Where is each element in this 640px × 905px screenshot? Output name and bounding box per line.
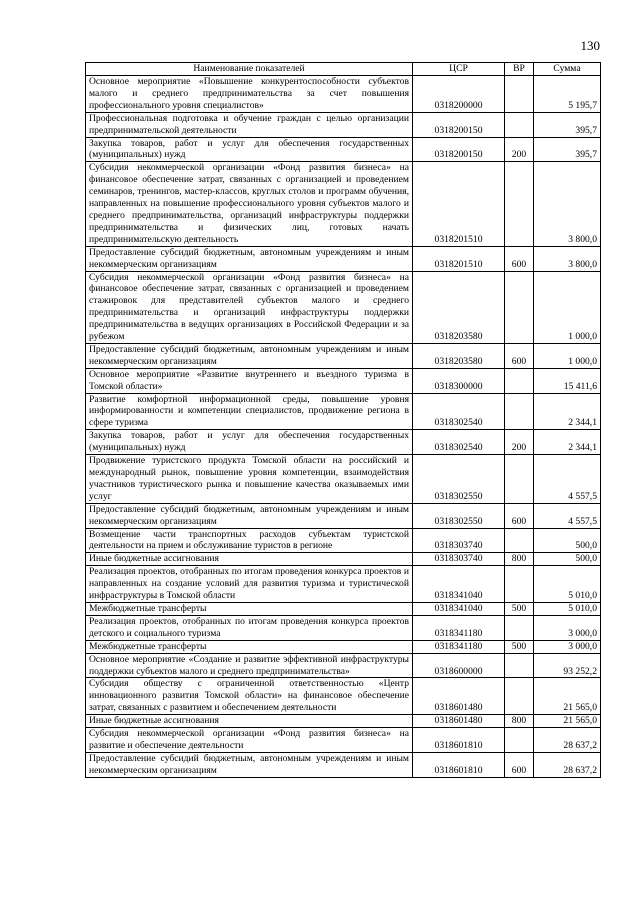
- page-number: 130: [580, 38, 600, 53]
- row-vr: [505, 615, 534, 640]
- row-name: Предоставление субсидий бюджетным, автономным учреждениям и иным некоммерческим организациям: [86, 503, 413, 528]
- table-row: [86, 602, 601, 615]
- row-sum: 2 344,1: [534, 393, 601, 430]
- row-sum: 500,0: [534, 553, 601, 566]
- table-row: [86, 528, 601, 553]
- row-csr: 0318303740: [413, 528, 505, 553]
- table-row: [86, 368, 601, 393]
- row-csr: 0318201510: [413, 162, 505, 246]
- row-csr: 0318341180: [413, 615, 505, 640]
- row-csr: 0318203580: [413, 271, 505, 343]
- table-row: [86, 503, 601, 528]
- row-csr: 0318341180: [413, 640, 505, 653]
- row-csr: 0318302550: [413, 455, 505, 504]
- row-name: Реализация проектов, отобранных по итогам проведения конкурса проектов детского и социального туризма: [86, 615, 413, 640]
- row-sum: 21 565,0: [534, 678, 601, 715]
- row-name: Продвижение туристского продукта Томской области на российский и международный рынок, повышение уровня компетенции, взаимодействия участников туристического рынка и повышение качества оказываемых ими услуг: [86, 455, 413, 504]
- table-row: [86, 566, 601, 603]
- row-name: Основное мероприятие «Создание и развитие эффективной инфраструктуры поддержки субъектов малого и среднего предпринимательства»: [86, 653, 413, 678]
- table-row: [86, 343, 601, 368]
- row-name: Субсидия некоммерческой организации «Фонд развития бизнеса» на развитие и обеспечение деятельности: [86, 728, 413, 753]
- row-name: Реализация проектов, отобранных по итогам проведения конкурса проектов и направленных на создание условий для развития туризма и туристической инфраструктуры в Томской области: [86, 566, 413, 603]
- row-name: Субсидия обществу с ограниченной ответственностью «Центр инновационного развития Томской области» на финансовое обеспечение затрат, связанных с развитием и обеспечением деятельности: [86, 678, 413, 715]
- row-sum: 3 800,0: [534, 162, 601, 246]
- row-name: Субсидия некоммерческой организации «Фонд развития бизнеса» на финансовое обеспечение затрат, связанных с организацией и проведением семинаров, тренингов, мастер-классов, круглых столов и программ обучения, направленных на повышение профессионального уровня субъектов малого и среднего предпринимательства, организаций инфраструктуры поддержки предпринимательства и физических лиц, готовых начать предпринимательскую деятельность: [86, 162, 413, 246]
- row-sum: 5 195,7: [534, 76, 601, 113]
- row-sum: 3 000,0: [534, 640, 601, 653]
- row-vr: 500: [505, 602, 534, 615]
- row-csr: 0318600000: [413, 653, 505, 678]
- row-vr: 600: [505, 343, 534, 368]
- row-sum: 4 557,5: [534, 455, 601, 504]
- row-csr: 0318201510: [413, 246, 505, 271]
- table-row: [86, 393, 601, 430]
- row-sum: 1 000,0: [534, 271, 601, 343]
- row-vr: [505, 162, 534, 246]
- row-vr: 200: [505, 137, 534, 162]
- row-name: Субсидия некоммерческой организации «Фонд развития бизнеса» на финансовое обеспечение затрат, связанных с организацией и проведением стажировок для представителей субъектов малого и среднего предпринимательства и организаций инфраструктуры поддержки предпринимательства в ведущих организациях в Российской Федерации и за рубежом: [86, 271, 413, 343]
- row-vr: [505, 368, 534, 393]
- table-row: [86, 640, 601, 653]
- header-sum: Сумма: [534, 63, 601, 76]
- row-vr: 200: [505, 430, 534, 455]
- row-vr: [505, 528, 534, 553]
- row-name: Предоставление субсидий бюджетным, автономным учреждениям и иным некоммерческим организациям: [86, 752, 413, 777]
- table-row: [86, 137, 601, 162]
- row-csr: 0318601480: [413, 715, 505, 728]
- row-sum: 2 344,1: [534, 430, 601, 455]
- row-name: Иные бюджетные ассигнования: [86, 715, 413, 728]
- row-sum: 3 000,0: [534, 615, 601, 640]
- row-vr: [505, 76, 534, 113]
- header-name: Наименование показателей: [86, 63, 413, 76]
- row-vr: 600: [505, 752, 534, 777]
- row-sum: 3 800,0: [534, 246, 601, 271]
- table-row: [86, 615, 601, 640]
- row-vr: [505, 112, 534, 137]
- row-name: Основное мероприятие «Повышение конкурентоспособности субъектов малого и среднего предпринимательства за счет повышения профессионального уровня специалистов»: [86, 76, 413, 113]
- row-vr: [505, 678, 534, 715]
- row-sum: 93 252,2: [534, 653, 601, 678]
- row-name: Межбюджетные трансферты: [86, 640, 413, 653]
- row-name: Основное мероприятие «Развитие внутреннего и въездного туризма в Томской области»: [86, 368, 413, 393]
- table-row: [86, 112, 601, 137]
- table-row: [86, 271, 601, 343]
- row-csr: 0318300000: [413, 368, 505, 393]
- row-vr: [505, 566, 534, 603]
- table-row: [86, 728, 601, 753]
- row-sum: 395,7: [534, 137, 601, 162]
- row-csr: 0318200150: [413, 137, 505, 162]
- row-csr: 0318601810: [413, 752, 505, 777]
- row-csr: 0318203580: [413, 343, 505, 368]
- row-sum: 15 411,6: [534, 368, 601, 393]
- row-vr: 600: [505, 503, 534, 528]
- row-csr: 0318200000: [413, 76, 505, 113]
- row-vr: [505, 455, 534, 504]
- row-csr: 0318302550: [413, 503, 505, 528]
- row-sum: 21 565,0: [534, 715, 601, 728]
- row-sum: 1 000,0: [534, 343, 601, 368]
- row-csr: 0318302540: [413, 393, 505, 430]
- table-row: [86, 76, 601, 113]
- header-vr: ВР: [505, 63, 534, 76]
- row-sum: 500,0: [534, 528, 601, 553]
- table-row: [86, 752, 601, 777]
- row-name: Предоставление субсидий бюджетным, автономным учреждениям и иным некоммерческим организациям: [86, 343, 413, 368]
- row-name: Профессиональная подготовка и обучение граждан с целью организации предпринимательской деятельности: [86, 112, 413, 137]
- row-name: Закупка товаров, работ и услуг для обеспечения государственных (муниципальных) нужд: [86, 137, 413, 162]
- table-row: [86, 553, 601, 566]
- table-row: [86, 162, 601, 246]
- table-row: [86, 430, 601, 455]
- row-vr: [505, 728, 534, 753]
- table-row: [86, 246, 601, 271]
- table-row: [86, 678, 601, 715]
- row-vr: 800: [505, 715, 534, 728]
- table-row: [86, 653, 601, 678]
- table-header-row: [86, 63, 601, 76]
- row-vr: 800: [505, 553, 534, 566]
- row-csr: 0318302540: [413, 430, 505, 455]
- row-vr: 600: [505, 246, 534, 271]
- row-csr: 0318303740: [413, 553, 505, 566]
- row-name: Иные бюджетные ассигнования: [86, 553, 413, 566]
- row-vr: [505, 271, 534, 343]
- row-name: Развитие комфортной информационной среды, повышение уровня информированности и компетенции специалистов, продвижение региона в сфере туризма: [86, 393, 413, 430]
- row-csr: 0318200150: [413, 112, 505, 137]
- table-row: [86, 715, 601, 728]
- row-vr: 500: [505, 640, 534, 653]
- row-csr: 0318341040: [413, 566, 505, 603]
- row-sum: 4 557,5: [534, 503, 601, 528]
- row-sum: 28 637,2: [534, 752, 601, 777]
- header-csr: ЦСР: [413, 63, 505, 76]
- row-csr: 0318341040: [413, 602, 505, 615]
- row-name: Возмещение части транспортных расходов субъектам туристской деятельности на прием и обслуживание туристов в регионе: [86, 528, 413, 553]
- row-sum: 5 010,0: [534, 566, 601, 603]
- table-row: [86, 455, 601, 504]
- row-name: Межбюджетные трансферты: [86, 602, 413, 615]
- row-sum: 5 010,0: [534, 602, 601, 615]
- row-vr: [505, 393, 534, 430]
- row-name: Закупка товаров, работ и услуг для обеспечения государственных (муниципальных) нужд: [86, 430, 413, 455]
- row-csr: 0318601810: [413, 728, 505, 753]
- row-csr: 0318601480: [413, 678, 505, 715]
- budget-table: [85, 62, 601, 778]
- row-sum: 395,7: [534, 112, 601, 137]
- row-sum: 28 637,2: [534, 728, 601, 753]
- row-name: Предоставление субсидий бюджетным, автономным учреждениям и иным некоммерческим организациям: [86, 246, 413, 271]
- row-vr: [505, 653, 534, 678]
